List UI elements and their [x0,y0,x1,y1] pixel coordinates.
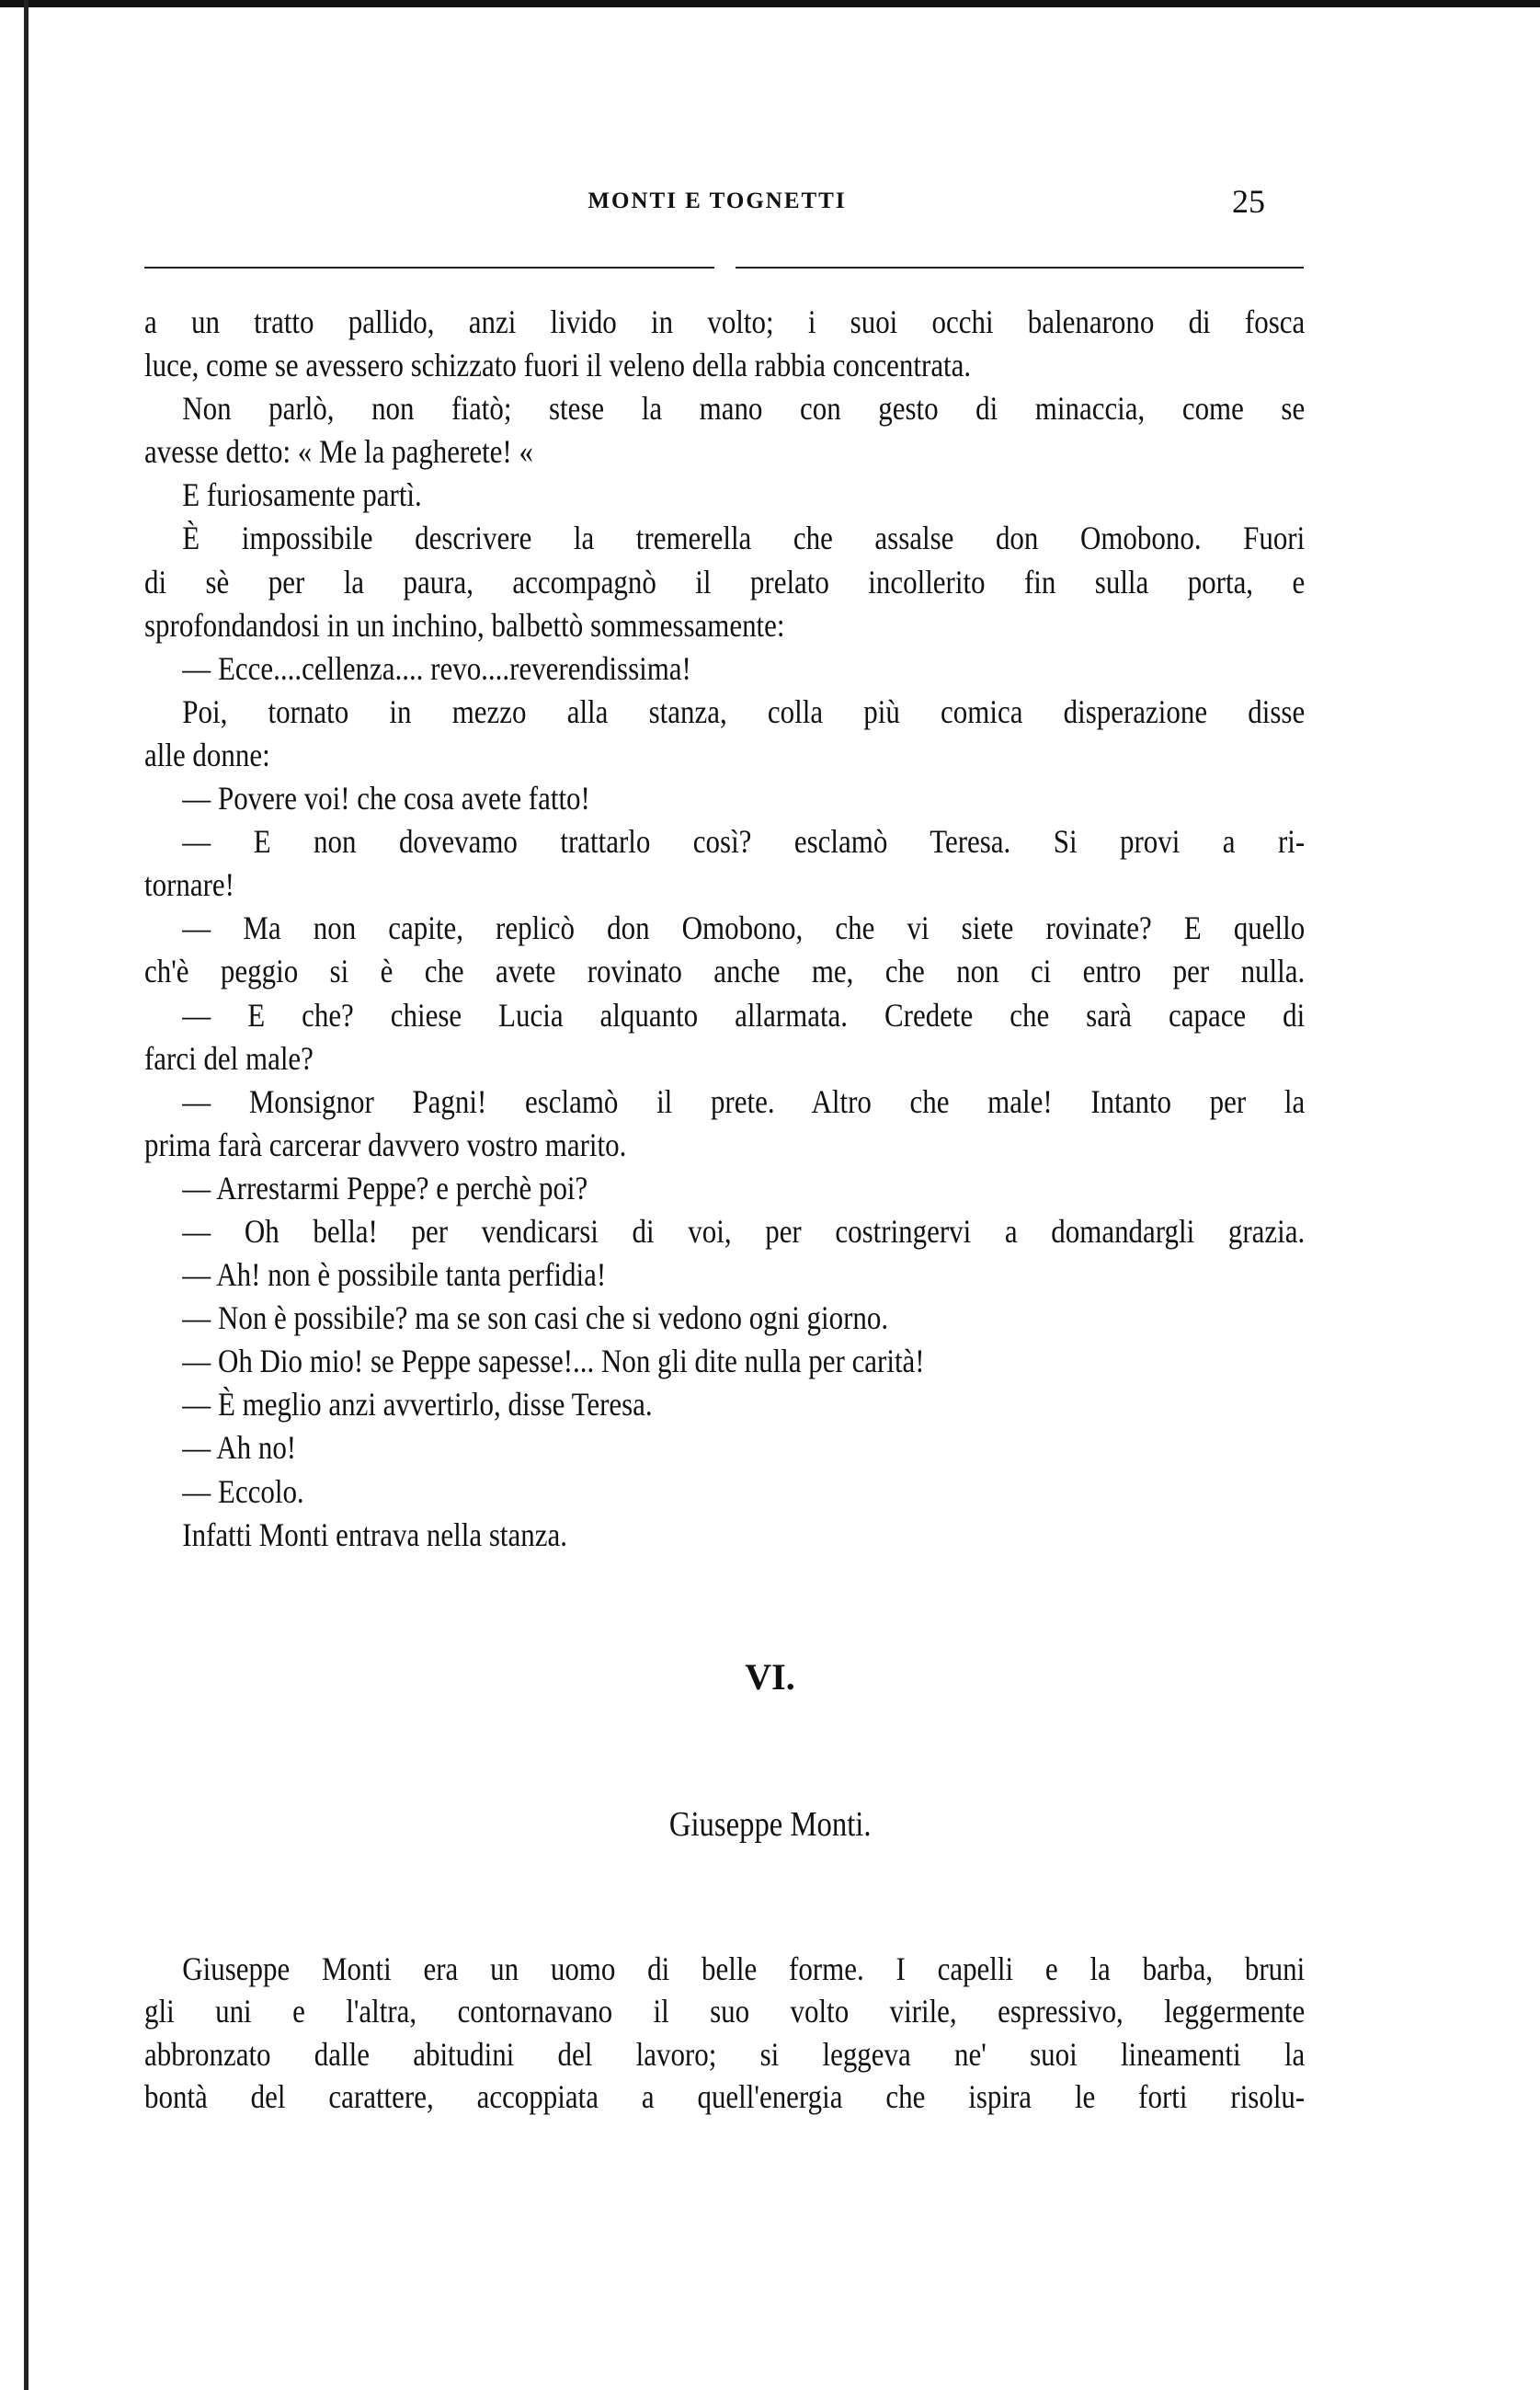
text-line: ch'è peggio si è che avete rovinato anche me, che non ci entro per nulla. [144,953,1306,990]
text-line: Poi, tornato in mezzo alla stanza, colla più comica disperazione disse [182,692,1306,730]
text-line: — Povere voi! che cosa avete fatto! [182,780,590,818]
running-head: MONTI E TOGNETTI [587,189,847,213]
page-left-border [24,0,29,2390]
header-rule-left [144,267,714,269]
header-rule-right [736,267,1304,269]
text-line: farci del male? [144,1039,314,1077]
text-line: — Ah! non è possibile tanta perfidia! [182,1256,607,1294]
text-line: tornare! [144,866,234,904]
text-line: Giuseppe Monti era un uomo di belle forme. I capelli e la barba, bruni [182,1950,1306,1987]
text-line: gli uni e l'altra, contornavano il suo volto virile, espressivo, leggermente [144,1993,1306,2030]
text-line: di sè per la paura, accompagnò il prelato incollerito fin sulla porta, e [144,563,1306,600]
text-line: avesse detto: « Me la pagherete! « [144,433,533,471]
text-line: sprofondandosi in un inchino, balbettò sommessamente: [144,606,785,644]
text-line: — Eccolo. [182,1472,304,1510]
text-line: Non parlò, non fiatò; stese la mano con gesto di minaccia, come se [182,390,1306,428]
chapter-title [0,1804,1540,1845]
text-line: — Ah no! [182,1429,297,1467]
text-line: — Monsignor Pagni! esclamò il prete. Altro che male! Intanto per la [182,1082,1306,1120]
text-line: È impossibile descrivere la tremerella che assalse don Omobono. Fuori [182,520,1306,557]
text-line: — E che? chiese Lucia alquanto allarmata. Credete che sarà capace di [182,996,1306,1034]
text-line: bontà del carattere, accoppiata a quell'energia che ispira le forti risolu- [144,2077,1306,2115]
text-line: — E non dovevamo trattarlo così? esclamò Teresa. Si provi a ri- [182,823,1306,861]
page-top-border [0,0,1540,7]
text-line: abbronzato dalle abitudini del lavoro; si leggeva ne' suoi lineamenti la [144,2035,1306,2073]
text-line: prima farà carcerar davvero vostro marito. [144,1126,627,1163]
page-number: 25 [1232,183,1265,220]
text-line: — Arrestarmi Peppe? e perchè poi? [182,1169,588,1206]
text-line: alle donne: [144,736,270,773]
chapter-text [144,1948,1305,2118]
text-line: — È meglio anzi avvertirlo, disse Teresa. [182,1386,653,1424]
text-line: Infatti Monti entrava nella stanza. [182,1515,567,1553]
text-line: — Oh Dio mio! se Peppe sapesse!... Non gli dite nulla per carità! [182,1343,925,1380]
text-line: a un tratto pallido, anzi livido in volto; i suoi occhi balenarono di fosca [144,303,1306,340]
text-line: E furiosamente partì. [182,476,422,514]
text-line: — Non è possibile? ma se son casi che si vedono ogni giorno. [182,1299,889,1337]
chapter-title-text: Giuseppe Monti. [668,1805,872,1844]
text-line: — Ma non capite, replicò don Omobono, che vi siete rovinate? E quello [182,909,1306,947]
text-line: — Ecce....cellenza.... revo....reverendissima! [182,649,691,687]
text-line: luce, come se avessero schizzato fuori il veleno della rabbia concentrata. [144,347,972,384]
text-line: — Oh bella! per vendicarsi di voi, per costringervi a domandargli grazia. [182,1212,1306,1250]
body-text [144,301,1305,1557]
chapter-number: VI. [745,1656,795,1698]
